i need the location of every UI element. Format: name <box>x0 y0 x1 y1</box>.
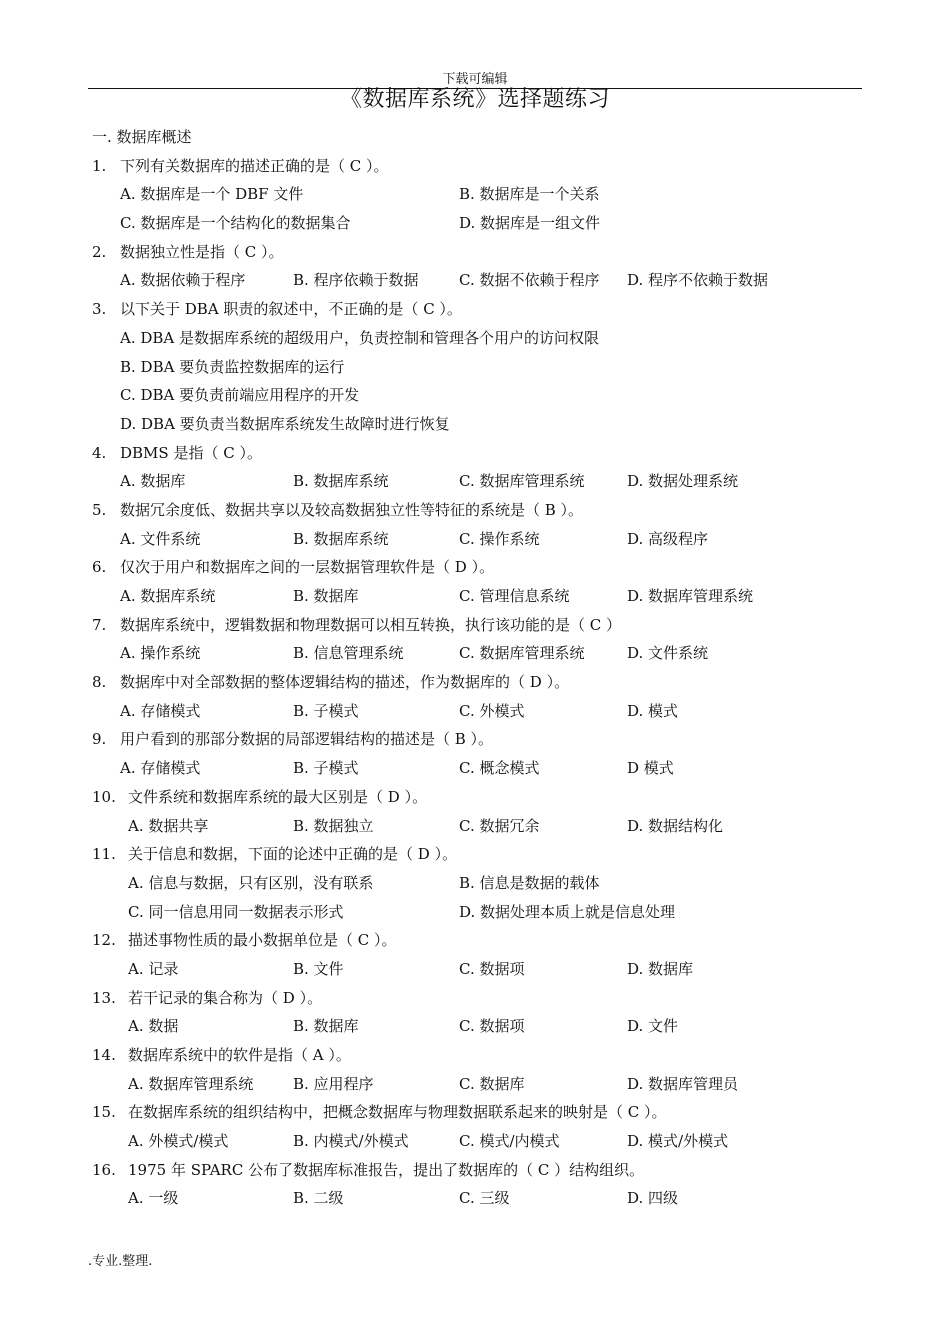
answer-option: C. 数据不依赖于程序 <box>459 271 600 290</box>
answer-option: A. 存储模式 <box>120 759 201 778</box>
options-row <box>0 697 950 726</box>
answer-option: A. 数据库系统 <box>120 587 216 605</box>
question-line <box>0 152 950 181</box>
question-line <box>0 1098 950 1127</box>
answer-option: B. 数据库 <box>293 587 359 605</box>
options-row <box>0 209 950 238</box>
options-row <box>0 812 950 841</box>
question-number: 11. <box>92 845 116 864</box>
options-row <box>0 324 950 353</box>
answer-option: D. 数据库管理员 <box>627 1074 739 1093</box>
answer-option: B. 信息是数据的载体 <box>459 873 600 892</box>
answer-option: A. 数据 <box>128 1017 179 1036</box>
question-number: 4. <box>92 443 107 462</box>
question-text: 数据库中对全部数据的整体逻辑结构的描述，作为数据库的（ D ）。 <box>120 673 570 692</box>
answer-option: B. 数据库 <box>293 1017 359 1036</box>
question-text: 文件系统和数据库系统的最大区别是（ D ）。 <box>128 787 428 806</box>
answer-option: C. 数据库管理系统 <box>459 644 585 663</box>
answer-option: B. DBA 要负责监控数据库的运行 <box>120 357 345 376</box>
question-line <box>0 1156 950 1185</box>
question-text: 若干记录的集合称为（ D ）。 <box>128 988 323 1007</box>
question-line <box>0 668 950 697</box>
options-row <box>0 266 950 295</box>
options-row <box>0 525 950 554</box>
question-line <box>0 783 950 812</box>
answer-option: A. 操作系统 <box>120 644 201 663</box>
options-row <box>0 955 950 984</box>
answer-option: A. 数据库是一个 DBF 文件 <box>120 185 304 204</box>
answer-option: B. 文件 <box>293 959 344 978</box>
answer-option: D. 数据处理系统 <box>627 472 739 491</box>
answer-option: C. 操作系统 <box>459 529 540 548</box>
options-row <box>0 381 950 410</box>
answer-option: D. 数据结构化 <box>627 816 724 835</box>
question-number: 12. <box>92 931 116 950</box>
page-footer: .专业.整理. <box>88 1254 153 1269</box>
question-line <box>0 553 950 582</box>
question-line <box>0 439 950 468</box>
options-row <box>0 1070 950 1099</box>
answer-option: A. 存储模式 <box>120 701 201 720</box>
options-row <box>0 898 950 927</box>
question-text: 描述事物性质的最小数据单位是（ C ）。 <box>128 931 397 950</box>
answer-option: C. 同一信息用同一数据表示形式 <box>128 902 344 921</box>
answer-option: D. 数据库管理系统 <box>627 587 754 605</box>
answer-option: C. 数据库 <box>459 1074 525 1093</box>
options-row <box>0 1012 950 1041</box>
answer-option: B. 子模式 <box>293 701 359 720</box>
answer-option: D. 数据处理本质上就是信息处理 <box>459 902 676 921</box>
answer-option: C. 数据库是一个结构化的数据集合 <box>120 214 351 233</box>
question-number: 16. <box>92 1160 116 1179</box>
answer-option: A. 记录 <box>128 959 179 978</box>
answer-option: C. 概念模式 <box>459 759 540 778</box>
question-number: 8. <box>92 673 107 692</box>
answer-option: C. 模式/内模式 <box>459 1132 560 1151</box>
answer-option: D. 模式/外模式 <box>627 1132 729 1151</box>
answer-option: D. 数据库是一组文件 <box>459 214 601 233</box>
answer-option: A. DBA 是数据库系统的超级用户，负责控制和管理各个用户的访问权限 <box>120 328 600 347</box>
question-number: 14. <box>92 1046 116 1064</box>
answer-option: C. 管理信息系统 <box>459 587 570 605</box>
answer-option: B. 数据库系统 <box>293 529 389 548</box>
question-number: 1. <box>92 156 107 175</box>
options-row <box>0 1127 950 1156</box>
question-line <box>0 840 950 869</box>
question-line <box>0 725 950 754</box>
question-line <box>0 1041 950 1070</box>
answer-option: C. 数据项 <box>459 959 525 978</box>
question-text: 1975 年 SPARC 公布了数据库标准报告，提出了数据库的（ C ）结构组织。 <box>128 1160 645 1179</box>
question-number: 3. <box>92 300 107 319</box>
answer-option: A. 数据库 <box>120 472 186 491</box>
answer-option: C. 三级 <box>459 1189 510 1208</box>
question-list <box>0 123 950 1213</box>
header-text: 下载可编辑 <box>442 72 508 87</box>
answer-option: A. 文件系统 <box>120 529 201 548</box>
question-number: 9. <box>92 730 107 749</box>
answer-option: C. 外模式 <box>459 701 525 720</box>
answer-option: B. 二级 <box>293 1189 344 1208</box>
answer-option: C. 数据项 <box>459 1017 525 1036</box>
question-text: 以下关于 DBA 职责的叙述中，不正确的是（ C ）。 <box>120 300 462 319</box>
answer-option: B. 应用程序 <box>293 1074 374 1093</box>
question-text: 关于信息和数据，下面的论述中正确的是（ D ）。 <box>128 845 458 864</box>
answer-option: B. 子模式 <box>293 759 359 778</box>
question-text: 数据库系统中的软件是指（ A ）。 <box>128 1046 351 1064</box>
question-text: 下列有关数据库的描述正确的是（ C ）。 <box>120 156 389 175</box>
question-line <box>0 238 950 267</box>
options-row <box>0 639 950 668</box>
answer-option: B. 内模式/外模式 <box>293 1132 409 1151</box>
options-row <box>0 353 950 382</box>
options-row <box>0 582 950 611</box>
answer-option: B. 信息管理系统 <box>293 644 404 663</box>
answer-option: A. 数据共享 <box>128 816 209 835</box>
answer-option: D. DBA 要负责当数据库系统发生故障时进行恢复 <box>120 414 450 433</box>
answer-option: C. 数据冗余 <box>459 816 540 835</box>
question-number: 10. <box>92 787 116 806</box>
answer-option: B. 数据独立 <box>293 816 374 835</box>
question-text: 数据独立性是指（ C ）。 <box>120 242 284 261</box>
answer-option: D. 模式 <box>627 701 679 720</box>
answer-option: D. 高级程序 <box>627 529 709 548</box>
answer-option: A. 一级 <box>128 1189 179 1208</box>
answer-option: D. 四级 <box>627 1189 679 1208</box>
question-number: 5. <box>92 500 107 519</box>
question-text: DBMS 是指（ C ）。 <box>120 443 262 462</box>
answer-option: A. 外模式/模式 <box>128 1132 229 1151</box>
question-line <box>0 496 950 525</box>
question-number: 2. <box>92 242 107 261</box>
question-text: 用户看到的那部分数据的局部逻辑结构的描述是（ B ）。 <box>120 730 494 749</box>
answer-option: C. 数据库管理系统 <box>459 472 585 491</box>
options-row <box>0 869 950 898</box>
answer-option: C. DBA 要负责前端应用程序的开发 <box>120 386 360 405</box>
question-text: 数据库系统中，逻辑数据和物理数据可以相互转换，执行该功能的是（ C ） <box>120 615 622 634</box>
answer-option: D. 文件系统 <box>627 644 709 663</box>
section-heading: 一. 数据库概述 <box>92 128 192 146</box>
question-number: 6. <box>92 558 107 577</box>
question-line <box>0 984 950 1013</box>
options-row <box>0 754 950 783</box>
answer-option: D. 数据库 <box>627 959 694 978</box>
answer-option: B. 程序依赖于数据 <box>293 271 419 290</box>
answer-option: D. 文件 <box>627 1017 679 1036</box>
document-title: 《数据库系统》选择题练习 <box>339 87 610 112</box>
options-row <box>0 467 950 496</box>
answer-option: B. 数据库是一个关系 <box>459 185 600 204</box>
question-text: 在数据库系统的组织结构中，把概念数据库与物理数据联系起来的映射是（ C ）。 <box>128 1103 667 1122</box>
question-line <box>0 926 950 955</box>
question-line <box>0 611 950 640</box>
options-row <box>0 180 950 209</box>
question-number: 15. <box>92 1103 116 1122</box>
question-number: 7. <box>92 615 107 634</box>
answer-option: D. 程序不依赖于数据 <box>627 271 769 290</box>
question-text: 数据冗余度低、数据共享以及较高数据独立性等特征的系统是（ B ）。 <box>120 500 584 519</box>
answer-option: A. 信息与数据，只有区别，没有联系 <box>128 873 374 892</box>
answer-option: D 模式 <box>627 759 674 778</box>
answer-option: A. 数据依赖于程序 <box>120 271 246 290</box>
options-row <box>0 1184 950 1213</box>
question-number: 13. <box>92 988 116 1007</box>
answer-option: B. 数据库系统 <box>293 472 389 491</box>
options-row <box>0 410 950 439</box>
question-line <box>0 295 950 324</box>
question-text: 仅次于用户和数据库之间的一层数据管理软件是（ D ）。 <box>120 558 495 577</box>
answer-option: A. 数据库管理系统 <box>128 1074 254 1093</box>
